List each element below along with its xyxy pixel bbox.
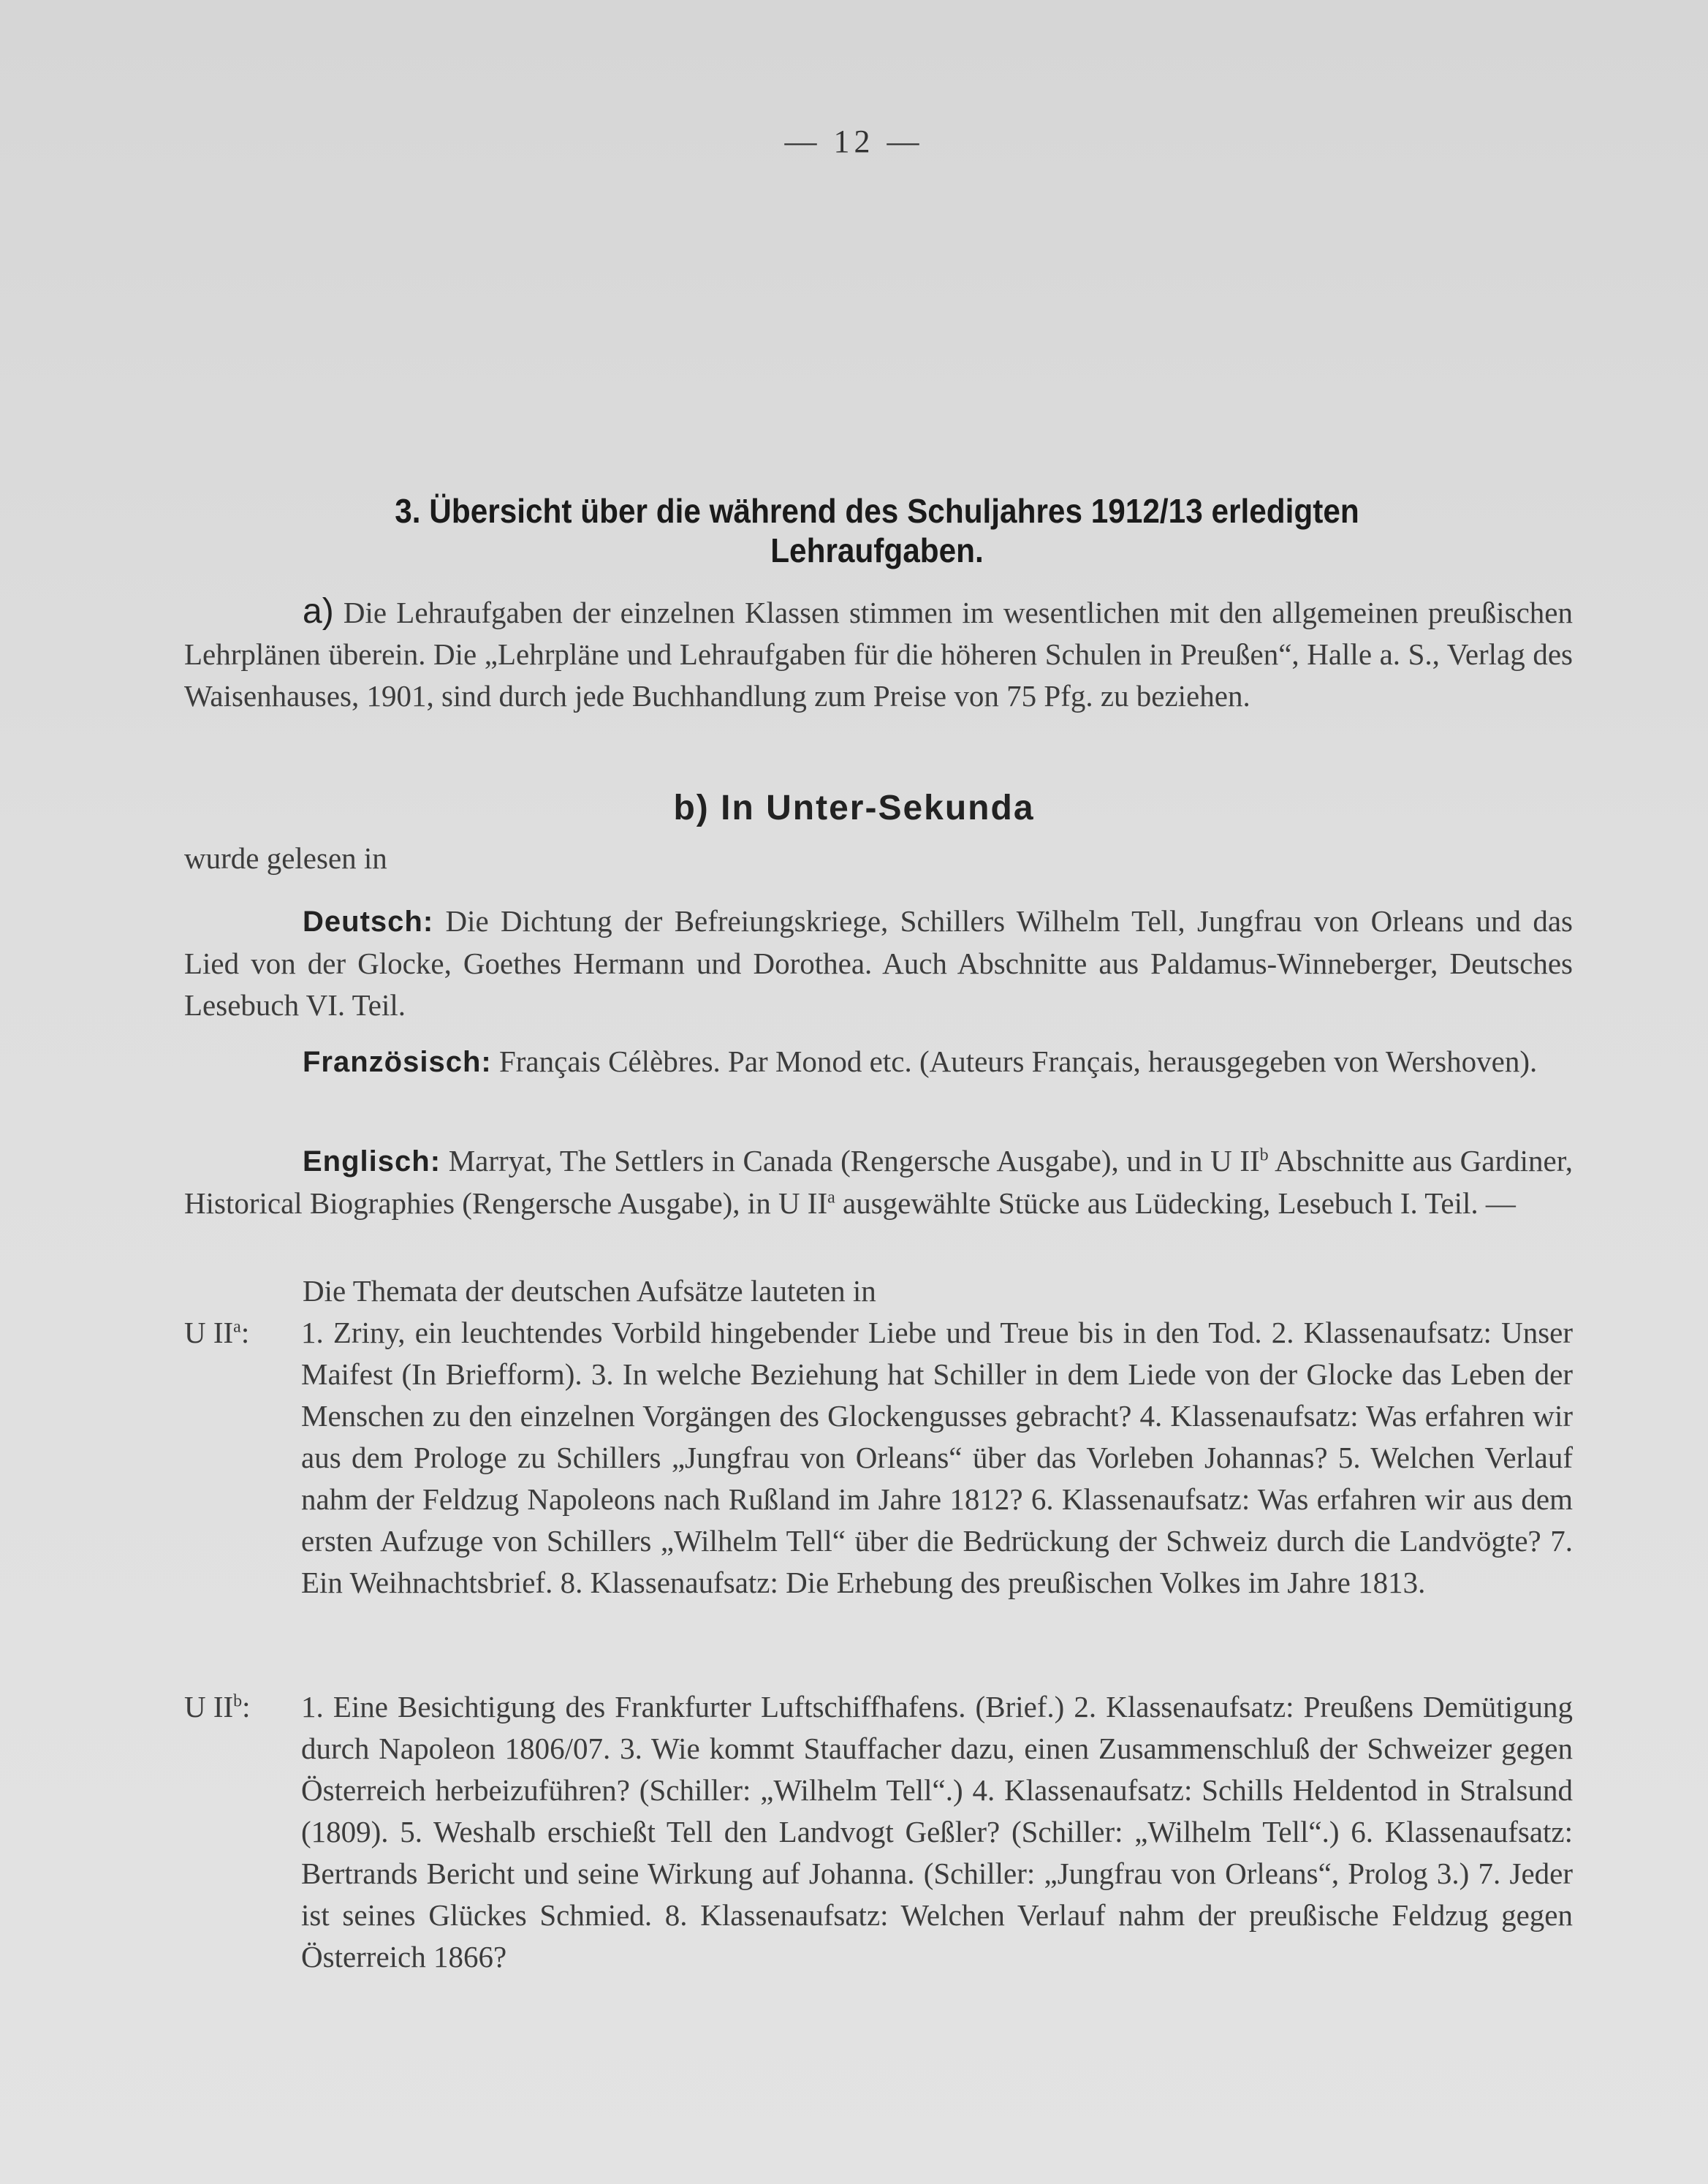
class-label-uiia-sup: a [233,1317,241,1337]
reading-englisch-sup-1: b [1259,1145,1269,1165]
page-number: — 12 — [784,124,924,159]
essay-list-uiia: 1. Zriny, ein leuchtendes Vorbild hingebender Liebe und Treue bis in den Tod. 2. Klassenaufsatz: Unser Maifest (In Briefform). 3. In welche Beziehung hat Schiller in dem Liede von der Glocke das Leben der Menschen zu den einzelnen Vorgängen des Glockengusses gebracht? 4. Klassenaufsatz: Was erfahren wir aus dem Prologe zu Schillers „Jungfrau von Orleans“ über das Vorleben Johannas? 5. Welchen Verlauf nahm der Feldzug Napoleons nach Rußland im Jahre 1812? 6. Klassenaufsatz: Was erfahren wir aus dem ersten Aufzuge von Schillers „Wilhelm Tell“ über die Bedrückung der Schweiz durch die Landvögte? 7. Ein Weihnachtsbrief. 8. Klassenaufsatz: Die Erhebung des preußischen Volkes im Jahre 1813. [301,1316,1573,1599]
section-a [184,591,1573,717]
class-label-uiia-text: U II [184,1316,234,1349]
reading-englisch-text-3: ausgewählte Stücke aus Lüdecking, Lesebuch I. Teil. — [843,1186,1516,1220]
essay-list-uiib: 1. Eine Besichtigung des Frankfurter Luftschiffhafens. (Brief.) 2. Klassenaufsatz: Preußens Demütigung durch Napoleon 1806/07. 3. Wie kommt Stauffacher dazu, einen Zusammenschluß der Schweizer gegen Österreich herbeizuführen? (Schiller: „Wilhelm Tell“.) 4. Klassenaufsatz: Schills Heldentod in Stralsund (1809). 5. Weshalb erschießt Tell den Landvogt Geßler? (Schiller: „Wilhelm Tell“.) 6. Klassenaufsatz: Bertrands Bericht und seine Wirkung auf Johanna. (Schiller: „Jungfrau von Orleans“, Prolog 3.) 7. Jeder ist seines Glückes Schmied. 8. Klassenaufsatz: Welchen Verlauf nahm der preußische Feldzug gegen Österreich 1866? [301,1690,1573,1973]
reading-deutsch [184,900,1573,1026]
reading-franzoesisch-text: Français Célèbres. Par Monod etc. (Auteurs Français, herausgegeben von Wershoven). [498,1044,1538,1078]
section-b-title-text: In Unter-Sekunda [721,789,1035,827]
class-label-uiia [184,1312,249,1354]
reading-englisch [184,1140,1573,1224]
class-label-uiib [184,1686,251,1728]
themata-intro-text: Die Themata der deutschen Aufsätze lauteten in [303,1274,876,1308]
class-label-uiib-suffix: : [242,1690,251,1724]
themata-intro [184,1270,1573,1312]
subject-englisch: Englisch: [303,1145,441,1178]
reading-englisch-sup-2: a [827,1188,835,1207]
section-a-text: Die Lehraufgaben der einzelnen Klassen stimmen im wesentlichen mit den allgemeinen preußischen Lehrplänen überein. Die „Lehrpläne und Lehraufgaben für die höheren Schulen in Preußen“, Halle a. S., Verlag des Waisenhauses, 1901, sind durch jede Buchhandlung zum Preise von 75 Pfg. zu beziehen. [184,596,1574,713]
section-b-intro [184,838,1573,879]
class-label-uiib-text: U II [184,1690,234,1724]
class-label-uiia-suffix: : [240,1316,250,1349]
section-b-intro-text: wurde gelesen in [184,841,387,875]
subject-deutsch: Deutsch: [303,906,434,938]
class-label-uiib-sup: b [233,1691,243,1711]
reading-englisch-text-1: Marryat, The Settlers in Canada (Rengersche Ausgabe), und in U II [448,1144,1260,1178]
reading-deutsch-text: Die Dichtung der Befreiungskriege, Schillers Wilhelm Tell, Jungfrau von Orleans und das Lied von der Glocke, Goethes Hermann und Dorothea. Auch Abschnitte aus Paldamus-Winneberger, Deutsches Lesebuch VI. Teil. [184,904,1573,1022]
section-b-title [0,788,1708,828]
subject-franzoesisch: Französisch: [303,1046,492,1078]
reading-englisch-text-2: Abschnitte aus Gardiner, Historical Biographies (Rengersche Ausgabe), in U II [184,1144,1573,1220]
reading-franzoesisch [184,1041,1573,1083]
section-heading: 3. Übersicht über die während des Schuljahres 1912/13 erledigten Lehraufgaben. [395,492,1359,569]
section-a-marker: a) [303,592,334,631]
section-b-marker: b) [673,789,710,827]
